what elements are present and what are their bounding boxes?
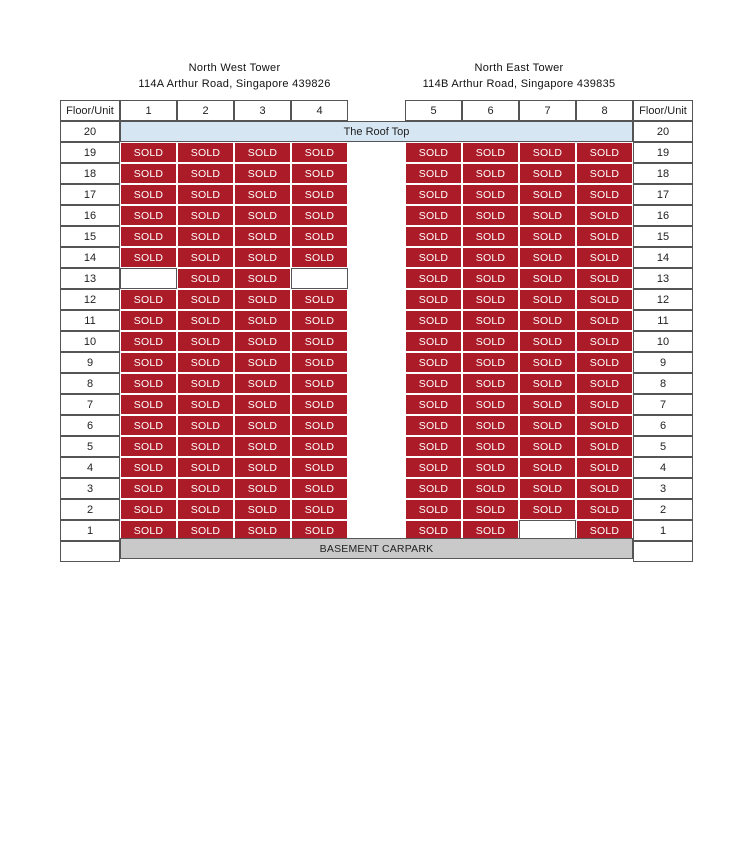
unit-cell-sold: SOLD <box>519 373 576 394</box>
unit-cell-sold: SOLD <box>462 436 519 457</box>
floor-label-left: 11 <box>60 310 120 331</box>
unit-cell-sold: SOLD <box>234 352 291 373</box>
floor-label-right: 11 <box>633 310 693 331</box>
unit-cell-sold: SOLD <box>519 457 576 478</box>
floor-label-left: 8 <box>60 373 120 394</box>
unit-cell-sold: SOLD <box>291 184 348 205</box>
unit-cell-sold: SOLD <box>291 163 348 184</box>
unit-cell-sold: SOLD <box>234 268 291 289</box>
unit-cell-sold: SOLD <box>291 457 348 478</box>
unit-cell-sold: SOLD <box>405 352 462 373</box>
unit-cell-sold: SOLD <box>405 373 462 394</box>
floor-label-right: 1 <box>633 520 693 541</box>
unit-cell-sold: SOLD <box>120 163 177 184</box>
unit-cell-sold: SOLD <box>519 184 576 205</box>
floor-label-left: 12 <box>60 289 120 310</box>
unit-cell-sold: SOLD <box>462 268 519 289</box>
unit-cell-sold: SOLD <box>177 142 234 163</box>
floor-unit-header-left: Floor/Unit <box>60 100 120 121</box>
unit-cell-sold: SOLD <box>519 163 576 184</box>
unit-cell-sold: SOLD <box>234 520 291 541</box>
unit-cell-sold: SOLD <box>291 478 348 499</box>
unit-cell-available <box>291 268 348 289</box>
floor-label-right: 4 <box>633 457 693 478</box>
unit-cell-sold: SOLD <box>462 226 519 247</box>
floor-label-left: 18 <box>60 163 120 184</box>
floor-label-left: 2 <box>60 499 120 520</box>
unit-cell-sold: SOLD <box>462 499 519 520</box>
unit-cell-sold: SOLD <box>462 205 519 226</box>
unit-cell-sold: SOLD <box>576 478 633 499</box>
unit-cell-sold: SOLD <box>120 457 177 478</box>
unit-cell-sold: SOLD <box>120 352 177 373</box>
unit-cell-sold: SOLD <box>462 352 519 373</box>
unit-cell-sold: SOLD <box>576 247 633 268</box>
unit-cell-sold: SOLD <box>519 310 576 331</box>
unit-cell-sold: SOLD <box>576 457 633 478</box>
unit-cell-sold: SOLD <box>291 352 348 373</box>
unit-cell-sold: SOLD <box>519 226 576 247</box>
unit-cell-sold: SOLD <box>576 373 633 394</box>
unit-cell-sold: SOLD <box>519 394 576 415</box>
unit-cell-sold: SOLD <box>576 352 633 373</box>
unit-cell-sold: SOLD <box>234 163 291 184</box>
floor-label-right: 18 <box>633 163 693 184</box>
unit-cell-sold: SOLD <box>462 394 519 415</box>
unit-cell-sold: SOLD <box>462 478 519 499</box>
unit-cell-sold: SOLD <box>291 520 348 541</box>
west-tower-name: North West Tower <box>188 62 281 74</box>
unit-cell-sold: SOLD <box>120 373 177 394</box>
unit-cell-sold: SOLD <box>519 268 576 289</box>
floor-label-left: 1 <box>60 520 120 541</box>
unit-cell-sold: SOLD <box>291 331 348 352</box>
unit-cell-sold: SOLD <box>120 247 177 268</box>
floor-label-right: 19 <box>633 142 693 163</box>
unit-cell-sold: SOLD <box>405 499 462 520</box>
unit-cell-sold: SOLD <box>234 205 291 226</box>
unit-cell-sold: SOLD <box>405 436 462 457</box>
unit-cell-sold: SOLD <box>291 310 348 331</box>
floor-label-left: 14 <box>60 247 120 268</box>
unit-cell-sold: SOLD <box>405 184 462 205</box>
unit-cell-sold: SOLD <box>120 226 177 247</box>
unit-cell-sold: SOLD <box>519 352 576 373</box>
unit-cell-sold: SOLD <box>519 478 576 499</box>
unit-cell-sold: SOLD <box>576 520 633 541</box>
unit-header-4: 4 <box>291 100 348 121</box>
unit-cell-sold: SOLD <box>120 394 177 415</box>
unit-cell-sold: SOLD <box>291 226 348 247</box>
unit-cell-sold: SOLD <box>177 310 234 331</box>
north-east-tower-heading <box>405 60 633 92</box>
unit-cell-sold: SOLD <box>177 436 234 457</box>
unit-header-3: 3 <box>234 100 291 121</box>
unit-cell-sold: SOLD <box>177 289 234 310</box>
unit-cell-sold: SOLD <box>177 394 234 415</box>
unit-cell-sold: SOLD <box>576 331 633 352</box>
unit-cell-sold: SOLD <box>576 184 633 205</box>
unit-cell-sold: SOLD <box>234 478 291 499</box>
floor-label-right: 5 <box>633 436 693 457</box>
unit-cell-sold: SOLD <box>120 310 177 331</box>
unit-cell-sold: SOLD <box>576 310 633 331</box>
floor-label-left: 15 <box>60 226 120 247</box>
floor-label-right: 10 <box>633 331 693 352</box>
unit-cell-sold: SOLD <box>462 310 519 331</box>
floor-label-right: 7 <box>633 394 693 415</box>
unit-cell-sold: SOLD <box>177 268 234 289</box>
floor-label-left: 5 <box>60 436 120 457</box>
floor-label-right: 12 <box>633 289 693 310</box>
carpark-label-left <box>60 541 120 562</box>
floor-label-left: 16 <box>60 205 120 226</box>
unit-cell-sold: SOLD <box>405 163 462 184</box>
unit-cell-sold: SOLD <box>519 205 576 226</box>
unit-header-6: 6 <box>462 100 519 121</box>
unit-cell-sold: SOLD <box>462 415 519 436</box>
unit-cell-sold: SOLD <box>120 142 177 163</box>
east-tower-address: 114B Arthur Road, Singapore 439835 <box>422 78 616 90</box>
floor-label-right: 2 <box>633 499 693 520</box>
floor-label-right: 8 <box>633 373 693 394</box>
unit-cell-available <box>120 268 177 289</box>
roof-top-band: The Roof Top <box>120 121 633 142</box>
floor-label-left: 7 <box>60 394 120 415</box>
floor-label-left: 4 <box>60 457 120 478</box>
unit-cell-sold: SOLD <box>120 205 177 226</box>
unit-cell-sold: SOLD <box>576 226 633 247</box>
unit-cell-sold: SOLD <box>177 205 234 226</box>
unit-cell-sold: SOLD <box>120 331 177 352</box>
unit-cell-sold: SOLD <box>405 394 462 415</box>
unit-cell-sold: SOLD <box>405 268 462 289</box>
unit-cell-sold: SOLD <box>120 478 177 499</box>
floor-label-right: 16 <box>633 205 693 226</box>
floor-label-left: 9 <box>60 352 120 373</box>
unit-cell-sold: SOLD <box>405 331 462 352</box>
unit-cell-sold: SOLD <box>462 247 519 268</box>
unit-cell-sold: SOLD <box>234 310 291 331</box>
basement-carpark-band: BASEMENT CARPARK <box>120 538 633 559</box>
unit-cell-sold: SOLD <box>405 247 462 268</box>
unit-cell-sold: SOLD <box>519 415 576 436</box>
unit-cell-sold: SOLD <box>234 436 291 457</box>
unit-cell-sold: SOLD <box>576 394 633 415</box>
unit-cell-sold: SOLD <box>291 394 348 415</box>
unit-cell-sold: SOLD <box>405 478 462 499</box>
unit-header-8: 8 <box>576 100 633 121</box>
unit-cell-sold: SOLD <box>177 457 234 478</box>
unit-cell-sold: SOLD <box>120 436 177 457</box>
unit-cell-sold: SOLD <box>234 331 291 352</box>
unit-cell-sold: SOLD <box>576 268 633 289</box>
unit-cell-sold: SOLD <box>234 415 291 436</box>
unit-cell-sold: SOLD <box>177 478 234 499</box>
unit-cell-sold: SOLD <box>234 289 291 310</box>
unit-cell-sold: SOLD <box>120 499 177 520</box>
floor-label-left: 10 <box>60 331 120 352</box>
unit-cell-sold: SOLD <box>462 331 519 352</box>
unit-cell-sold: SOLD <box>291 142 348 163</box>
unit-cell-sold: SOLD <box>177 331 234 352</box>
unit-cell-sold: SOLD <box>462 142 519 163</box>
unit-cell-sold: SOLD <box>177 415 234 436</box>
unit-cell-sold: SOLD <box>234 373 291 394</box>
unit-header-7: 7 <box>519 100 576 121</box>
unit-header-2: 2 <box>177 100 234 121</box>
east-tower-name: North East Tower <box>474 62 564 74</box>
floor-label-left: 17 <box>60 184 120 205</box>
unit-cell-sold: SOLD <box>405 310 462 331</box>
carpark-label-right <box>633 541 693 562</box>
unit-cell-sold: SOLD <box>576 289 633 310</box>
unit-cell-sold: SOLD <box>405 205 462 226</box>
floor-label-right: 14 <box>633 247 693 268</box>
unit-cell-sold: SOLD <box>291 289 348 310</box>
unit-cell-sold: SOLD <box>234 394 291 415</box>
unit-cell-sold: SOLD <box>177 352 234 373</box>
unit-header-5: 5 <box>405 100 462 121</box>
unit-cell-sold: SOLD <box>234 142 291 163</box>
unit-cell-sold: SOLD <box>291 436 348 457</box>
unit-cell-sold: SOLD <box>405 457 462 478</box>
unit-cell-sold: SOLD <box>576 163 633 184</box>
floor-label-left: 3 <box>60 478 120 499</box>
floor-label-left: 13 <box>60 268 120 289</box>
unit-cell-sold: SOLD <box>462 457 519 478</box>
floor-label-right: 3 <box>633 478 693 499</box>
unit-cell-sold: SOLD <box>519 499 576 520</box>
unit-cell-sold: SOLD <box>291 373 348 394</box>
floor-label-right: 20 <box>633 121 693 142</box>
unit-cell-sold: SOLD <box>576 499 633 520</box>
unit-cell-sold: SOLD <box>519 247 576 268</box>
unit-cell-sold: SOLD <box>576 415 633 436</box>
floor-label-right: 15 <box>633 226 693 247</box>
unit-cell-sold: SOLD <box>234 184 291 205</box>
north-west-tower-heading <box>120 60 349 92</box>
unit-cell-sold: SOLD <box>291 205 348 226</box>
unit-cell-sold: SOLD <box>177 163 234 184</box>
unit-cell-sold: SOLD <box>291 499 348 520</box>
unit-cell-sold: SOLD <box>462 289 519 310</box>
unit-cell-sold: SOLD <box>405 142 462 163</box>
unit-cell-sold: SOLD <box>462 184 519 205</box>
unit-cell-sold: SOLD <box>576 205 633 226</box>
unit-cell-sold: SOLD <box>462 520 519 541</box>
unit-cell-sold: SOLD <box>462 163 519 184</box>
unit-cell-sold: SOLD <box>177 520 234 541</box>
floor-label-right: 6 <box>633 415 693 436</box>
unit-cell-sold: SOLD <box>234 247 291 268</box>
unit-cell-sold: SOLD <box>234 499 291 520</box>
unit-cell-sold: SOLD <box>177 499 234 520</box>
unit-cell-sold: SOLD <box>120 415 177 436</box>
unit-cell-sold: SOLD <box>519 436 576 457</box>
floor-label-left: 6 <box>60 415 120 436</box>
unit-cell-sold: SOLD <box>405 226 462 247</box>
floor-label-left: 19 <box>60 142 120 163</box>
unit-cell-sold: SOLD <box>462 373 519 394</box>
unit-cell-sold: SOLD <box>576 436 633 457</box>
unit-cell-sold: SOLD <box>405 289 462 310</box>
unit-cell-sold: SOLD <box>519 289 576 310</box>
unit-cell-sold: SOLD <box>120 520 177 541</box>
floor-label-left: 20 <box>60 121 120 142</box>
unit-cell-sold: SOLD <box>177 373 234 394</box>
floor-label-right: 9 <box>633 352 693 373</box>
unit-cell-sold: SOLD <box>519 331 576 352</box>
unit-cell-sold: SOLD <box>405 520 462 541</box>
unit-cell-sold: SOLD <box>234 226 291 247</box>
floor-unit-header-right: Floor/Unit <box>633 100 693 121</box>
unit-cell-sold: SOLD <box>177 184 234 205</box>
unit-header-1: 1 <box>120 100 177 121</box>
unit-cell-sold: SOLD <box>177 247 234 268</box>
unit-cell-sold: SOLD <box>291 415 348 436</box>
unit-cell-sold: SOLD <box>177 226 234 247</box>
unit-cell-sold: SOLD <box>291 247 348 268</box>
unit-cell-sold: SOLD <box>120 289 177 310</box>
unit-cell-sold: SOLD <box>234 457 291 478</box>
floor-label-right: 17 <box>633 184 693 205</box>
unit-cell-sold: SOLD <box>120 184 177 205</box>
unit-cell-sold: SOLD <box>519 142 576 163</box>
west-tower-address: 114A Arthur Road, Singapore 439826 <box>138 78 331 90</box>
floor-label-right: 13 <box>633 268 693 289</box>
unit-cell-sold: SOLD <box>576 142 633 163</box>
unit-cell-sold: SOLD <box>405 415 462 436</box>
